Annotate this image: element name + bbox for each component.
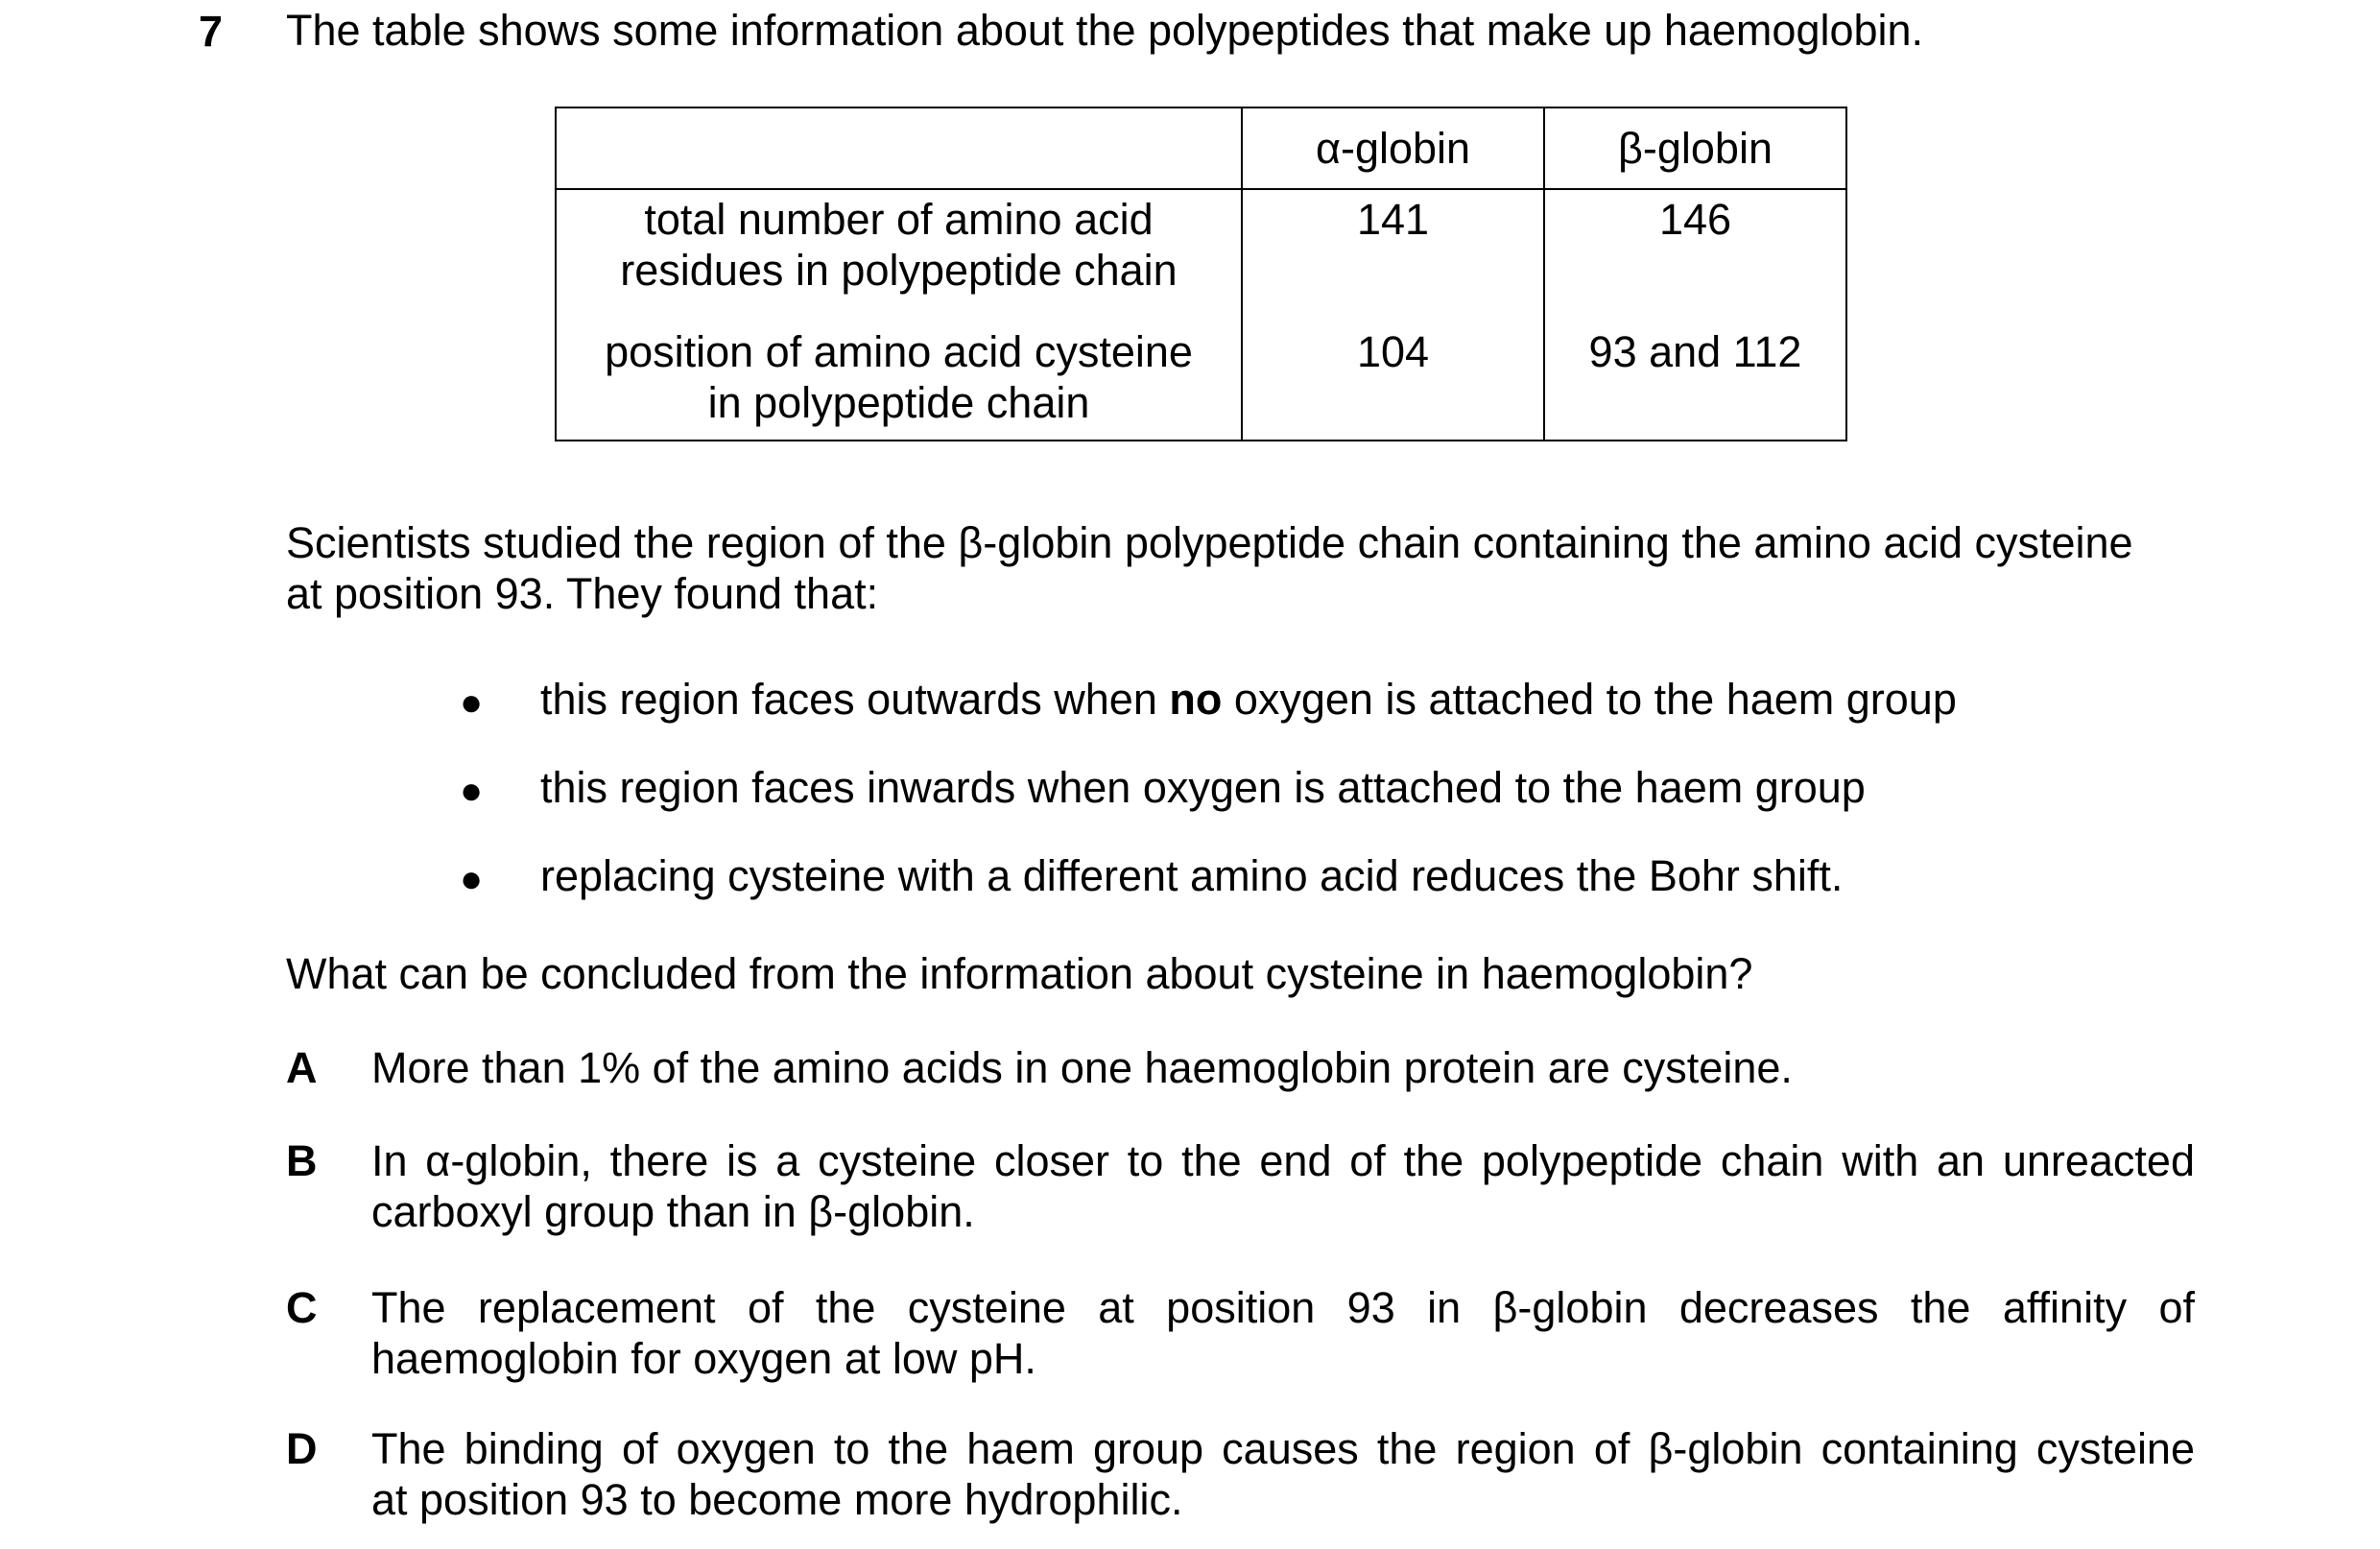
table-header-empty: [556, 107, 1242, 189]
table-header-row: [556, 107, 1846, 189]
option-a-line1: More than 1% of the amino acids in one haemoglobin protein are cysteine.: [371, 1043, 1793, 1092]
option-b-text[interactable]: [371, 1135, 2195, 1237]
option-c-text[interactable]: [371, 1282, 2195, 1384]
intro-line1: Scientists studied the region of the β-globin polypeptide chain containing the amino acid cysteine: [286, 518, 2133, 567]
bullet-1: [540, 674, 1957, 726]
row-2-label-line2: in polypeptide chain: [707, 378, 1090, 427]
alpha-cysteine-position: 104: [1356, 327, 1430, 376]
option-d-line1: The binding of oxygen to the haem group causes the region of β-globin containing cysteine: [371, 1424, 2195, 1473]
bullet-marker: ●: [460, 770, 484, 812]
option-d-text[interactable]: [371, 1423, 2195, 1525]
beta-values-cell: [1544, 189, 1846, 441]
intro-line2: at position 93. They found that:: [286, 569, 879, 618]
table-row: [557, 326, 1241, 440]
option-b-letter[interactable]: B: [286, 1136, 318, 1185]
intro-paragraph: [286, 517, 2205, 619]
option-c-line2: haemoglobin for oxygen at low pH.: [371, 1334, 1036, 1383]
row-2-label-line1: position of amino acid cysteine: [605, 327, 1193, 376]
row-1-label-line1: total number of amino acid: [644, 195, 1154, 244]
question-prompt: What can be concluded from the information about cysteine in haemoglobin?: [286, 949, 1753, 998]
option-c-letter[interactable]: C: [286, 1283, 318, 1332]
bullet-marker: ●: [460, 858, 484, 900]
table-header-alpha: [1242, 107, 1544, 189]
bullet-1-bold: no: [1169, 675, 1223, 724]
table-row: [557, 190, 1241, 326]
header-alpha-text: α-globin: [1315, 124, 1471, 173]
header-beta-text: β-globin: [1618, 124, 1773, 173]
beta-residues: 146: [1658, 195, 1732, 244]
alpha-residues: 141: [1356, 195, 1430, 244]
beta-cysteine-positions: 93 and 112: [1588, 327, 1802, 376]
option-d-line2: at position 93 to become more hydrophilic.: [371, 1475, 1183, 1524]
bullet-2: this region faces inwards when oxygen is attached to the haem group: [540, 763, 1866, 812]
option-d-letter[interactable]: D: [286, 1424, 318, 1473]
table-header-beta: [1544, 107, 1846, 189]
option-c-line1: The replacement of the cysteine at position 93 in β-globin decreases the affinity of: [371, 1283, 2195, 1332]
question-stem: The table shows some information about the polypeptides that make up haemoglobin.: [286, 6, 1924, 55]
bullet-1-before: this region faces outwards when: [540, 675, 1170, 724]
table-body-row: [556, 189, 1846, 441]
bullet-marker: ●: [460, 681, 484, 724]
globin-table: [555, 107, 1847, 441]
alpha-values-cell: [1242, 189, 1544, 441]
option-b-line2: carboxyl group than in β-globin.: [371, 1187, 975, 1236]
option-a-letter[interactable]: A: [286, 1043, 318, 1092]
option-b-line1: In α-globin, there is a cysteine closer to the end of the polypeptide chain with an unreacted: [371, 1136, 2195, 1185]
question-number: 7: [199, 7, 224, 56]
bullet-3: replacing cysteine with a different amino acid reduces the Bohr shift.: [540, 851, 1844, 900]
row-labels-cell: [556, 189, 1242, 441]
option-a-text[interactable]: [371, 1042, 2195, 1093]
bullet-1-after: oxygen is attached to the haem group: [1222, 675, 1957, 724]
row-1-label-line2: residues in polypeptide chain: [620, 246, 1178, 295]
